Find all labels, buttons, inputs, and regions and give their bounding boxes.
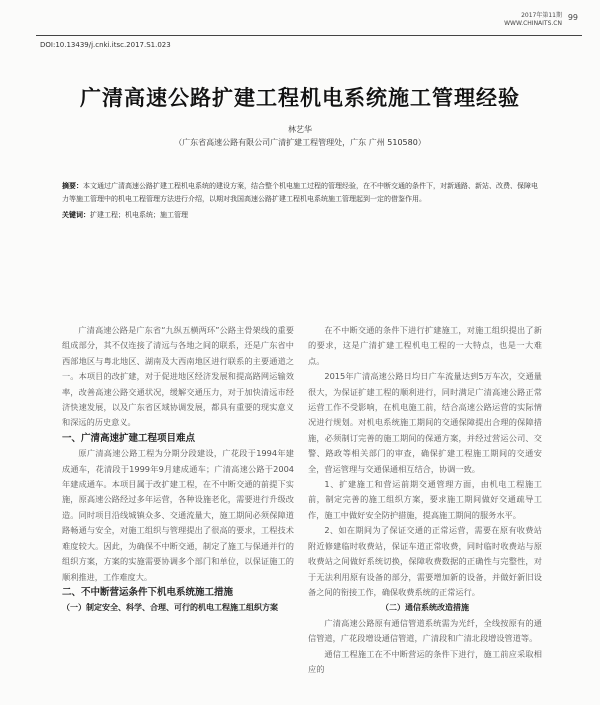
left-column: [62, 323, 294, 616]
keywords: [62, 210, 542, 220]
journal-issue: 2017年第11期: [521, 12, 562, 19]
abstract-text: 本文通过广清高速公路扩建工程机电系统的建设方案，结合整个机电施工过程的管理经验，在不中断交通的条件下，对新通路、新站、改费、保障电力等施工管理中的机电工程管理方法进行介绍，以期对我国高速公路扩建工程机电系统施工管理起到一定的借鉴作用。: [62, 182, 538, 203]
keywords-text: 扩建工程；机电系统；施工管理: [90, 211, 188, 219]
right-paragraph-3: 1、扩建施工和营运前期交通管理方面，由机电工程施工前，制定完善的施工组织方案，要求施工期间做好交通疏导工作，施工中做好安全防护措施，提高施工期间的服务水平。: [308, 479, 542, 520]
right-paragraph-4: 2、如在期间为了保证交通的正常运营，需要在原有收费站附近修建临时收费站，保证车道正常收费，同时临时收费站与原收费站之间做好系统切换，保障收费数据的正确性与完整性，对于无法利用原有设备的部分，需要增加新的设备，并做好新旧设备之间的衔接工作，确保收费系统的正常运行。: [308, 525, 542, 597]
page-number: 99: [567, 13, 578, 22]
abstract: [62, 180, 542, 206]
section1-paragraph: 原广清高速公路工程为分期分段建设，广花段于1994年建成通车，花清段于1999年9月建成通车；广清高速公路于2004年建成通车。本项目属于改扩建工程，在不中断交通的前提下实施，原高速公路经过多年运营，各种设施老化，需要进行升级改造。同时项目沿线城镇众多、交通流量大，施工期间必须保障道路畅通与安全，对施工组织与管理提出了很高的要求，工程技术难度较大。因此，为确保不中断交通，制定了施工与保通并行的组织方案，方案的实施需要协调多个部门和单位，以保证施工的顺利推进，工作难度大。: [62, 448, 294, 582]
section-heading-2: 二、不中断营运条件下机电系统施工措施: [62, 586, 234, 598]
keywords-label: 关键词：: [62, 211, 90, 219]
right-paragraph-1: 在不中断交通的条件下进行扩建施工，对施工组织提出了新的要求，这是广清扩建工程机电工程的一大特点，也是一大难点。: [308, 325, 542, 366]
subsection-heading-1: （一）制定安全、科学、合理、可行的机电工程施工组织方案: [62, 603, 278, 613]
intro-paragraph: 广清高速公路是广东省“九纵五横两环”公路主骨架线的重要组成部分，其不仅连接了清远与各地之间的联系，还是广东省中西部地区与粤北地区、湖南及大西南地区进行联系的主要通道之一。本项目的改扩建，对于促进地区经济发展和提高路网运输效率，改善高速公路交通状况，缓解交通压力，对于加快清远市经济快速发展，以及广东省区域协调发展，都具有重要的现实意义和深远的历史意义。: [62, 325, 294, 428]
subsection-heading-2: （二）通信系统改造措施: [381, 603, 469, 613]
right-paragraph-6: 通信工程施工在不中断营运的条件下进行，施工前应采取相应的: [308, 648, 542, 674]
abstract-label: 摘要：: [62, 182, 83, 190]
right-paragraph-2: 2015年广清高速公路日均日广车流量达到5万车次，交通量很大，为保证扩建工程的顺利进行，同时满足广清高速公路正常运营工作不受影响，在机电施工前，结合高速公路运营的实际情况进行规划。对机电系统施工期间的交通保障提出合理的保障措施，必须制订完善的施工期间的保通方案，并经过营运公司、交警、路政等相关部门的审查，确保扩建工程施工期间的交通安全，营运管理与交通保通相互结合，协调一致。: [308, 371, 542, 474]
author-name: 林艺华: [288, 125, 312, 134]
right-paragraph-5: 广清高速公路原有通信管道系统需为光纤，全线按原有的通信管道，广花段增设通信管道，广清段和广清北段增设管道等。: [308, 617, 542, 644]
journal-header: [504, 12, 578, 28]
doi-line: DOI:10.13439/j.cnki.itsc.2017.S1.023: [40, 41, 171, 49]
section-heading-1: 一、广清高速扩建工程项目难点: [62, 432, 196, 444]
right-column: [308, 323, 542, 677]
journal-website: WWW.CHINAITS.CN: [504, 20, 562, 27]
header-divider: [36, 35, 582, 36]
author-affiliation: （广东省高速公路有限公司广清扩建工程管理处，广东 广州 510580）: [174, 138, 426, 147]
paper-title: 广清高速公路扩建工程机电系统施工管理经验: [80, 86, 520, 110]
